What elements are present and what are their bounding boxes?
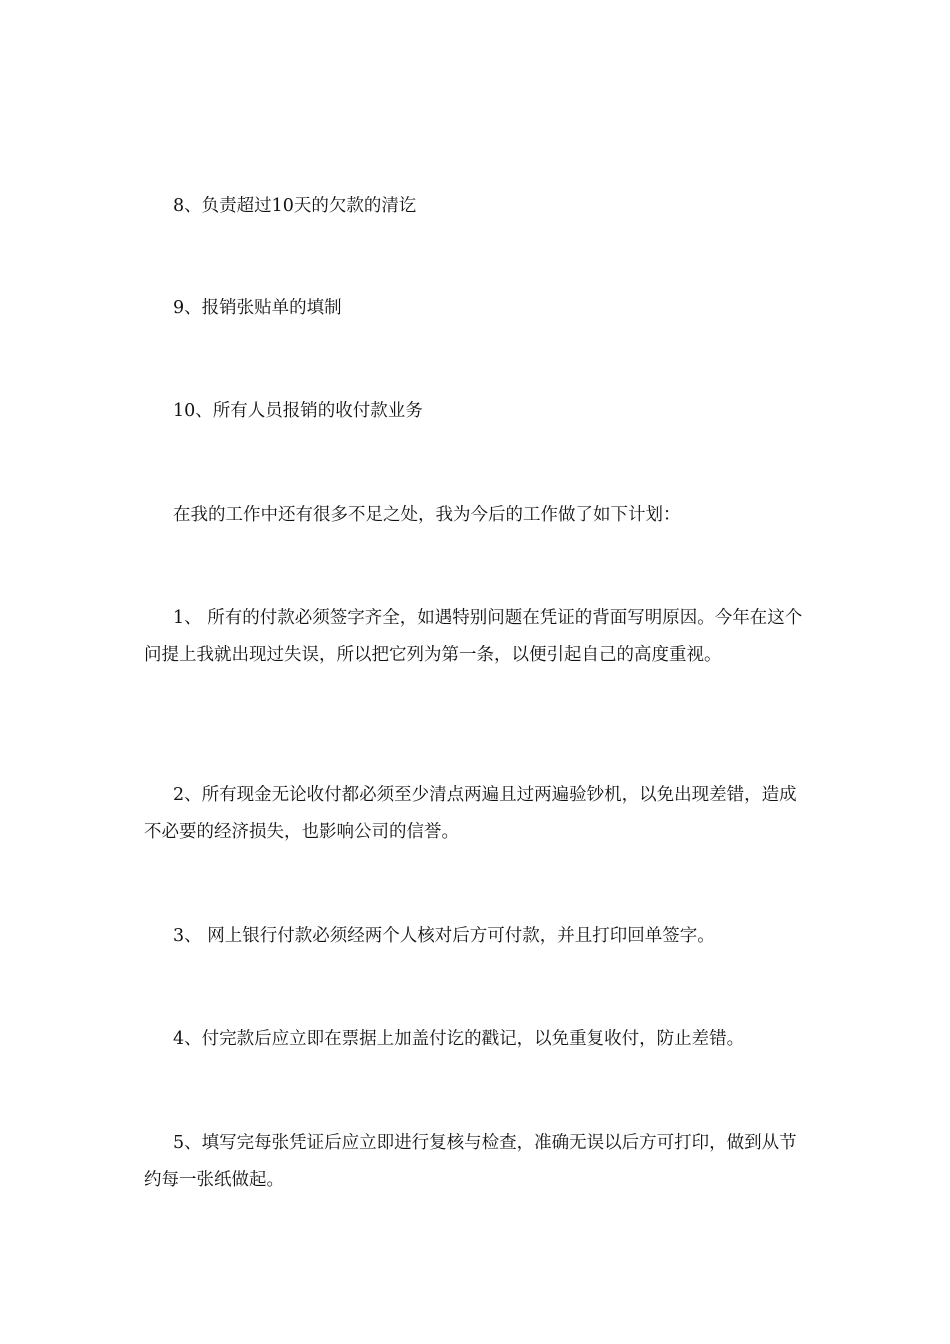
paragraph-item-10: 10、所有人员报销的收付款业务 bbox=[173, 401, 423, 421]
paragraph-plan-1: 1、 所有的付款必须签字齐全，如遇特别问题在凭证的背面写明原因。今年在这个问提上我就出现过失误，所以把它列为第一条，以便引起自己的高度重视。 bbox=[144, 608, 803, 665]
paragraph-plan-3: 3、 网上银行付款必须经两个人核对后方可付款，并且打印回单签字。 bbox=[173, 926, 715, 946]
paragraph-item-8: 8、负责超过10天的欠款的清讫 bbox=[173, 196, 417, 216]
paragraph-plan-2: 2、所有现金无论收付都必须至少清点两遍且过两遍验钞机，以免出现差错，造成不必要的经济损失，也影响公司的信誉。 bbox=[144, 785, 797, 842]
paragraph-plan-5: 5、填写完每张凭证后应立即进行复核与检查，准确无误以后方可打印，做到从节约每一张纸做起。 bbox=[144, 1133, 797, 1190]
paragraph-intro: 在我的工作中还有很多不足之处，我为今后的工作做了如下计划： bbox=[173, 505, 681, 525]
paragraph-plan-4: 4、付完款后应立即在票据上加盖付讫的戳记，以免重复收付，防止差错。 bbox=[173, 1029, 745, 1049]
paragraph-item-9: 9、报销张贴单的填制 bbox=[173, 298, 342, 318]
